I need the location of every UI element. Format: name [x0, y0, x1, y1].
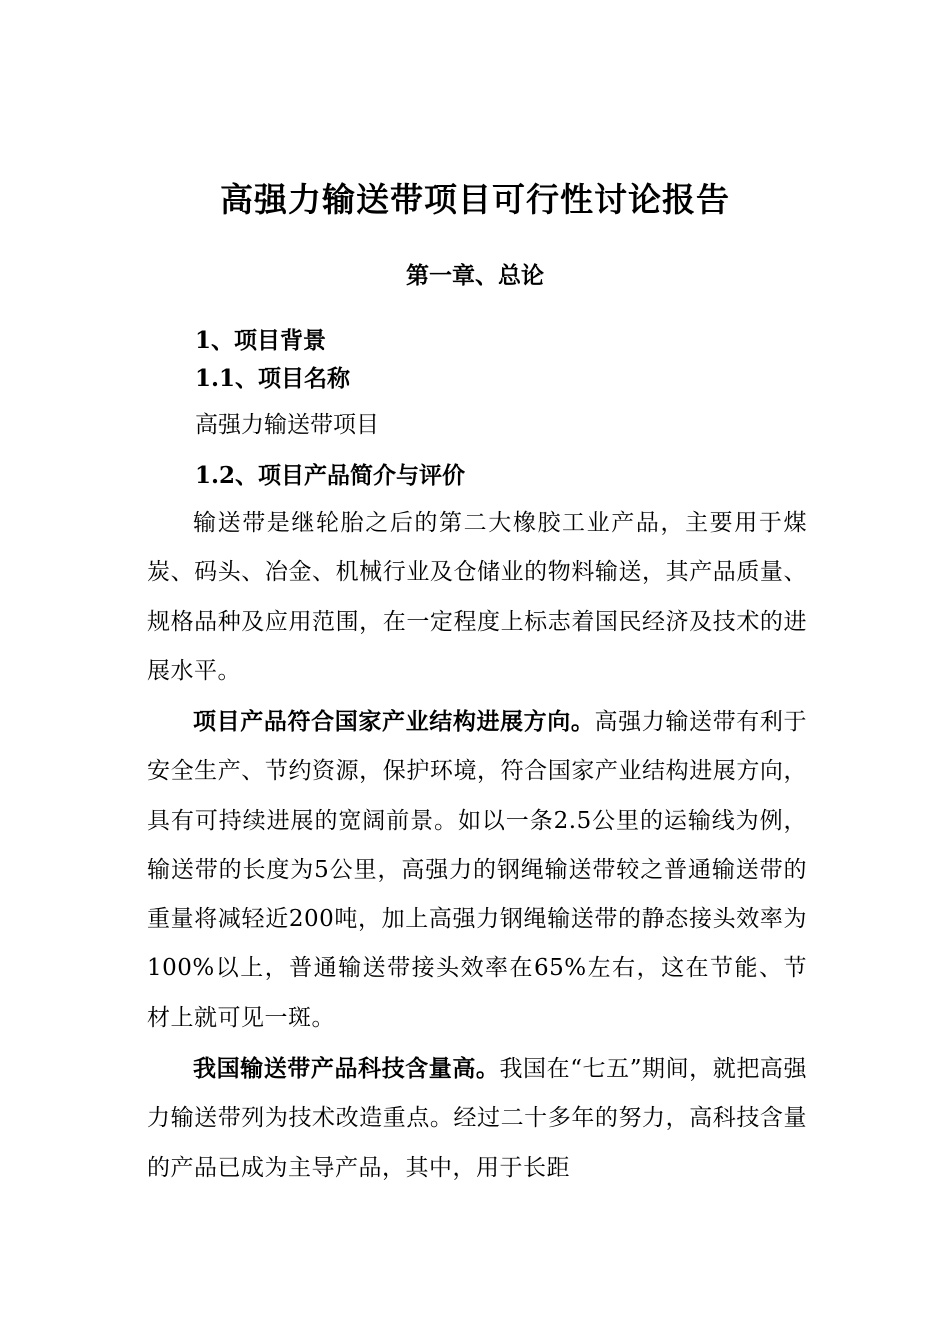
section-heading-project-name: 1.1、项目名称	[195, 365, 351, 392]
document-title: 高强力输送带项目可行性讨论报告	[220, 180, 730, 219]
paragraph-technology-content	[147, 1044, 807, 1193]
section-heading-project-background: 1、项目背景	[195, 327, 327, 354]
project-name-text: 高强力输送带项目	[195, 412, 379, 438]
paragraph-industry-direction-lead: 项目产品符合国家产业结构进展方向。	[193, 708, 595, 735]
paragraph-product-overview: 输送带是继轮胎之后的第二大橡胶工业产品，主要用于煤炭、码头、冶金、机械行业及仓储业的物料输送，其产品质量、规格品种及应用范围，在一定程度上标志着国民经济及技术的进展水平。	[147, 510, 807, 684]
paragraph-industry-direction-body: 高强力输送带有利于安全生产、节约资源，保护环境，符合国家产业结构进展方向，具有可持续进展的宽阔前景。如以一条2.5公里的运输线为例，输送带的长度为5公里，高强力的钢绳输送带较之普通输送带的重量将减轻近200吨，加上高强力钢绳输送带的静态接头效率为100%以上，普通输送带接头效率在65%左右，这在节能、节材上就可见一斑。	[147, 709, 808, 1031]
section-heading-product-intro: 1.2、项目产品简介与评价	[195, 462, 466, 489]
chapter-heading: 第一章、总论	[406, 262, 544, 289]
paragraph-technology-content-body: 我国在“七五”期间，就把高强力输送带列为技术改造重点。经过二十多年的努力，高科技含量的产品已成为主导产品，其中，用于长距	[147, 1056, 807, 1181]
paragraph-technology-content-lead: 我国输送带产品科技含量高。	[193, 1055, 500, 1082]
paragraph-industry-direction	[147, 697, 807, 1043]
